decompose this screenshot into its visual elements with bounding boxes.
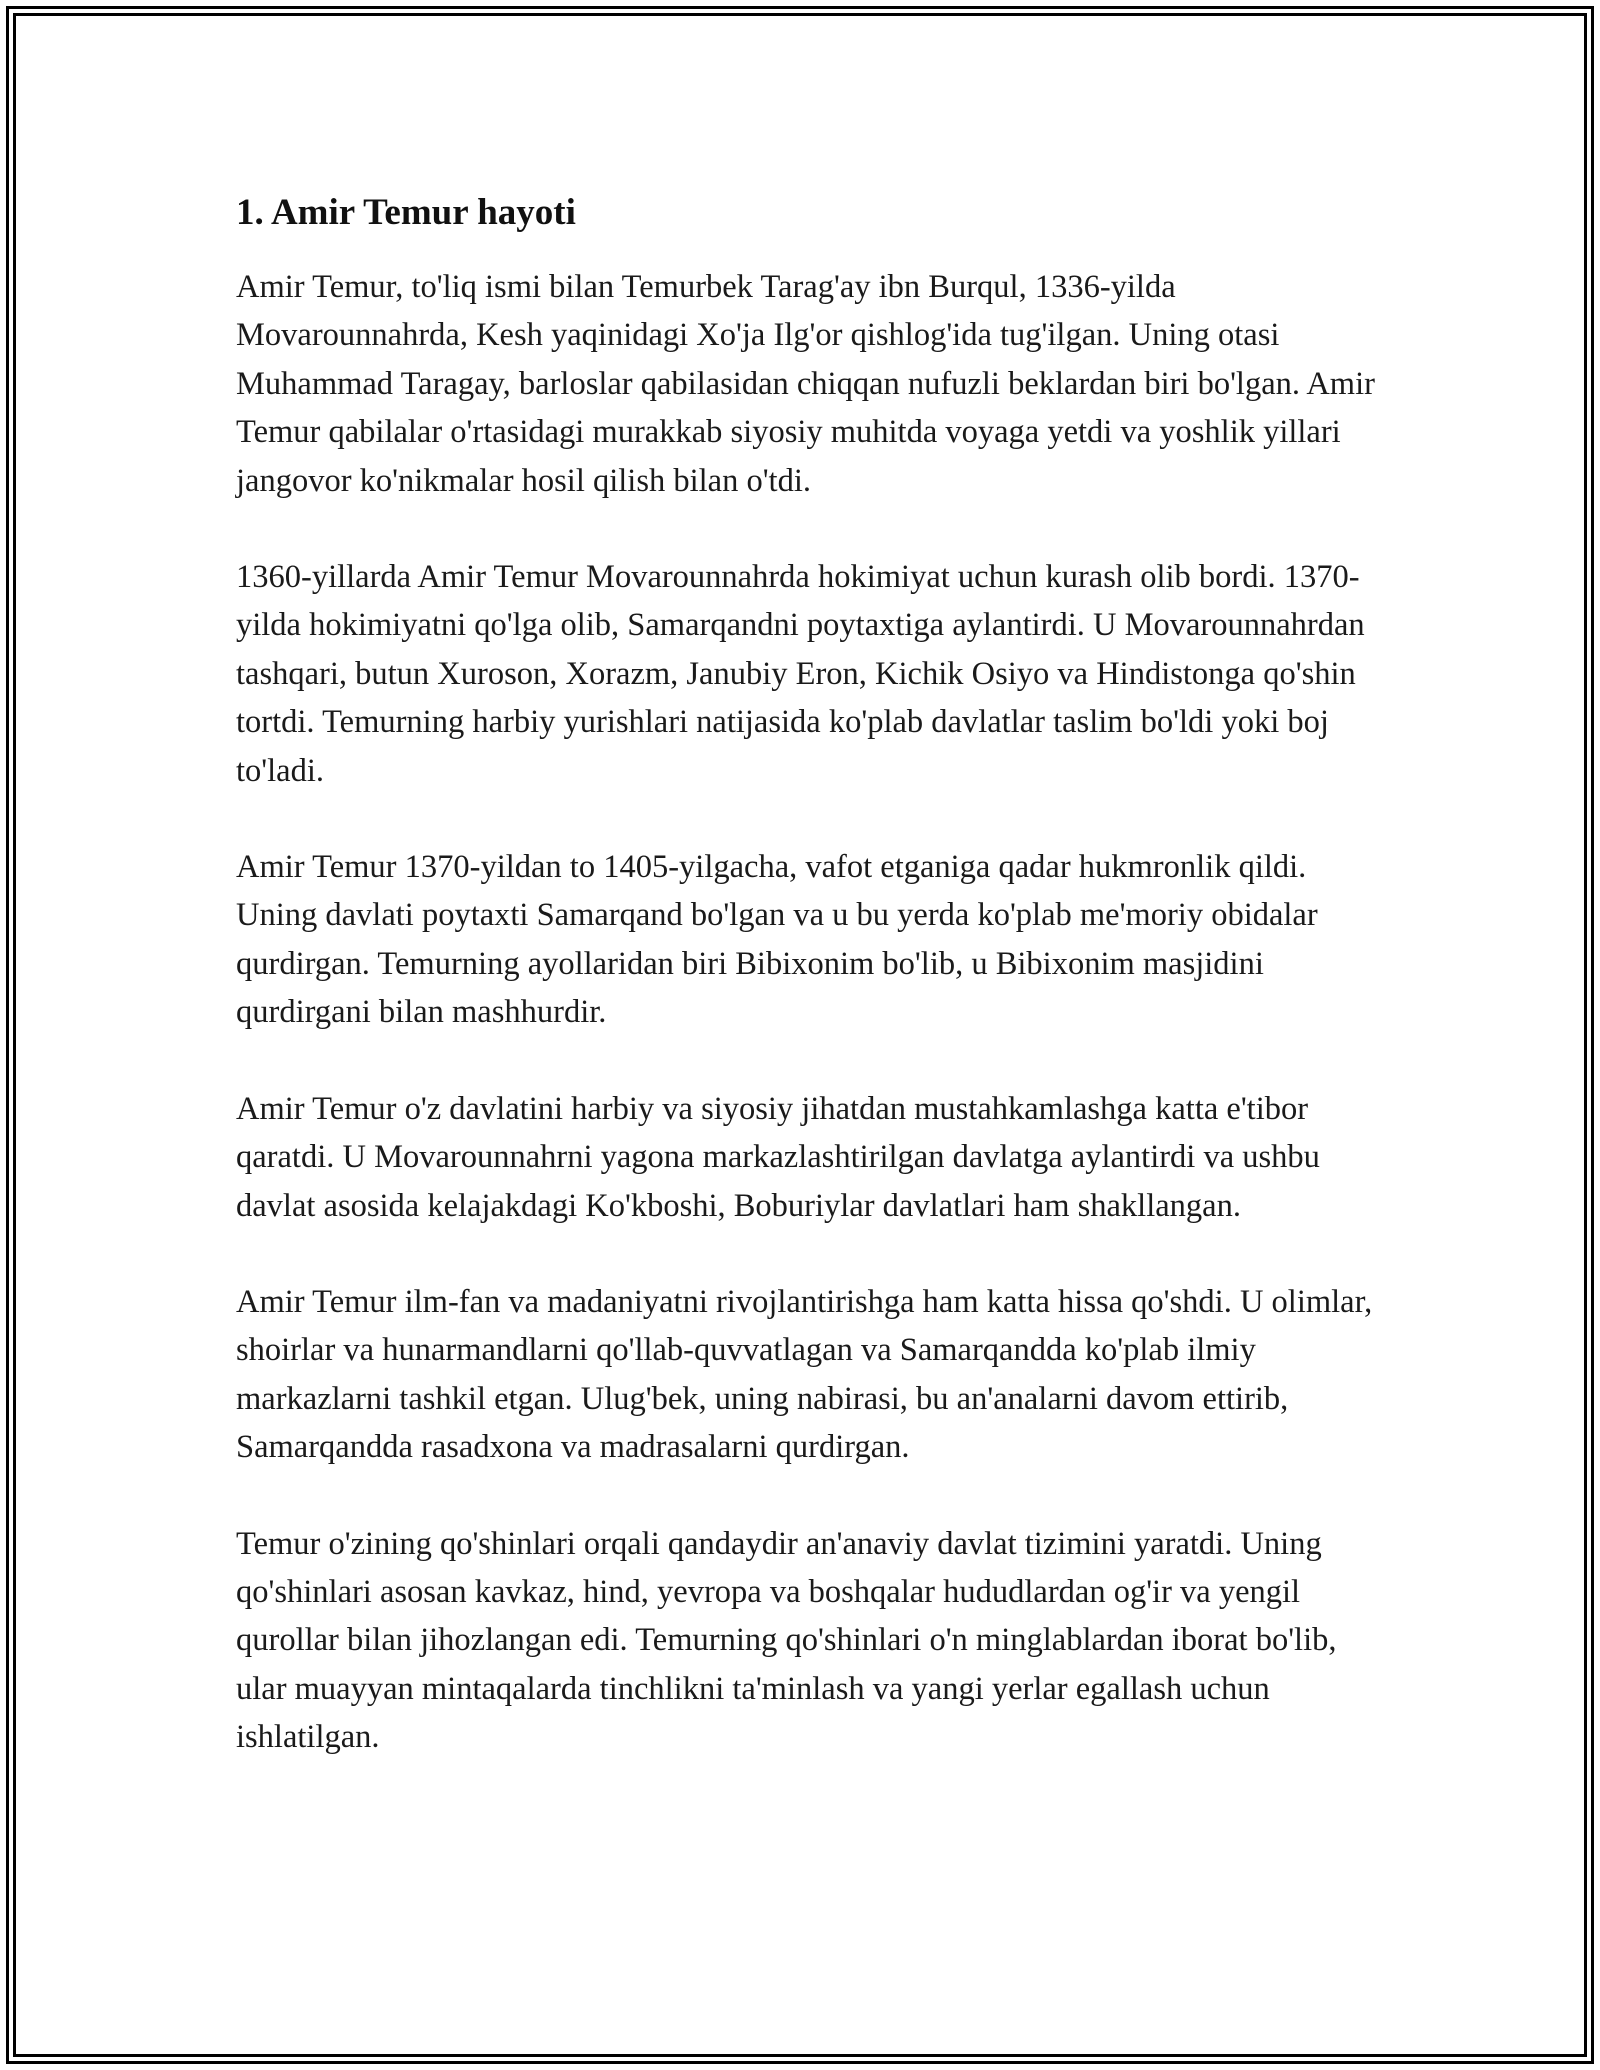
paragraph-1: Amir Temur, to'liq ismi bilan Temurbek Tarag'ay ibn Burqul, 1336-yilda Movarounnahrda, Kesh yaqinidagi Xo'ja Ilg'or qishlog'ida tug'ilgan. Uning otasi Muhammad Taragay, barloslar qabilasidan chiqqan nufuzli beklardan biri bo'lgan. Amir Temur qabilalar o'rtasidagi murakkab siyosiy muhitda voyaga yetdi va yoshlik yillari jangovor ko'nikmalar hosil qilish bilan o'tdi.: [236, 269, 1375, 499]
paragraph-6: Temur o'zining qo'shinlari orqali qandaydir an'anaviy davlat tizimini yaratdi. Uning qo'shinlari asosan kavkaz, hind, yevropa va boshqalar hududlardan og'ir va yengil qurollar bilan jihozlangan edi. Temurning qo'shinlari o'n minglablardan iborat bo'lib, ular muayyan mintaqalarda tinchlikni ta'minlash va yangi yerlar egallash uchun ishlatilgan.: [236, 1525, 1337, 1756]
paragraph-4: Amir Temur o'z davlatini harbiy va siyosiy jihatdan mustahkamlashga katta e'tibor qaratdi. U Movarounnahrni yagona markazlashtirilgan davlatga aylantirdi va ushbu davlat asosida kelajakdagi Ko'kboshi, Boburiylar davlatlari ham shakllangan.: [236, 1090, 1320, 1224]
document-body: [236, 185, 1376, 1810]
paragraph-5: Amir Temur ilm-fan va madaniyatni rivojlantirishga ham katta hissa qo'shdi. U olimlar, shoirlar va hunarmandlarni qo'llab-quvvatlagan va Samarqandda ko'plab ilmiy markazlarni tashkil etgan. Ulug'bek, uning nabirasi, bu an'analarni davom ettirib, Samarqandda rasadxona va madrasalarni qurdirgan.: [236, 1283, 1373, 1466]
paragraph-2: 1360-yillarda Amir Temur Movarounnahrda hokimiyat uchun kurash olib bordi. 1370-yilda hokimiyatni qo'lga olib, Samarqandni poytaxtiga aylantirdi. U Movarounnahrdan tashqari, butun Xuroson, Xorazm, Janubiy Eron, Kichik Osiyo va Hindistonga qo'shin tortdi. Temurning harbiy yurishlari natijasida ko'plab davlatlar taslim bo'ldi yoki boj to'ladi.: [236, 559, 1365, 789]
section-heading: 1. Amir Temur hayoti: [236, 192, 576, 233]
paragraph-3: Amir Temur 1370-yildan to 1405-yilgacha, vafot etganiga qadar hukmronlik qildi. Uning davlati poytaxti Samarqand bo'lgan va u bu yerda ko'plab me'moriy obidalar qurdirgan. Temurning ayollaridan biri Bibixonim bo'lib, u Bibixonim masjidini qurdirgani bilan mashhurdir.: [236, 849, 1318, 1031]
